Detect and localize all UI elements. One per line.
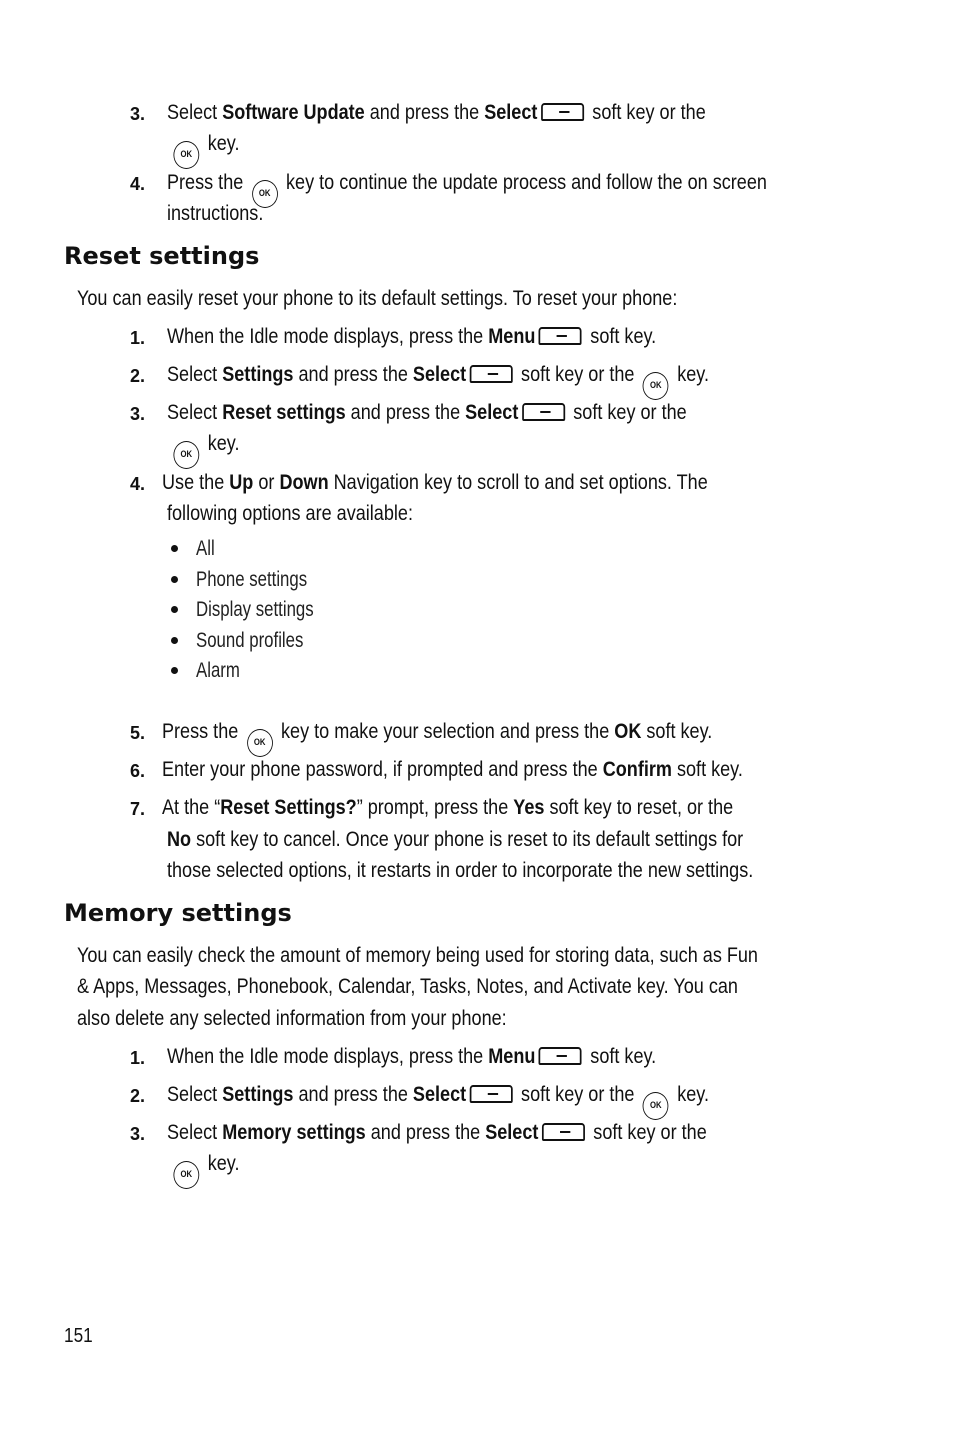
step-number: 7. bbox=[130, 799, 146, 819]
step-number: 6. bbox=[130, 761, 146, 781]
step-text: When the Idle mode displays, press the Menu soft key. bbox=[167, 325, 657, 348]
page-number: 151 bbox=[64, 1325, 93, 1347]
step-number: 1. bbox=[130, 328, 146, 348]
step-text: Select Reset settings and press the Select soft key or the bbox=[167, 401, 687, 424]
ok-key-icon: OK bbox=[173, 441, 199, 469]
step-number: 3. bbox=[130, 104, 146, 124]
step-text: When the Idle mode displays, press the Menu soft key. bbox=[167, 1045, 657, 1068]
section-intro: You can easily reset your phone to its default settings. To reset your phone: bbox=[77, 287, 678, 310]
bullet bbox=[171, 576, 178, 583]
step-number: 3. bbox=[130, 404, 146, 424]
section-intro: You can easily check the amount of memory being used for storing data, such as Fun bbox=[77, 944, 758, 967]
step-number: 2. bbox=[130, 366, 146, 386]
softkey-icon bbox=[539, 327, 582, 345]
step-text-cont: OK key. bbox=[170, 1151, 239, 1189]
section-intro: also delete any selected information from your phone: bbox=[77, 1007, 507, 1030]
step-text: Enter your phone password, if prompted and press the Confirm soft key. bbox=[162, 758, 743, 781]
step-text-cont: No soft key to cancel. Once your phone is reset to its default settings for bbox=[167, 828, 744, 851]
ok-key-icon: OK bbox=[252, 180, 278, 208]
softkey-icon bbox=[522, 403, 565, 421]
softkey-icon bbox=[470, 1085, 513, 1103]
step-number: 2. bbox=[130, 1086, 146, 1106]
step-text: Select Memory settings and press the Select soft key or the bbox=[167, 1121, 707, 1144]
list-item: Sound profiles bbox=[196, 629, 304, 652]
list-item: All bbox=[196, 537, 215, 560]
step-text-cont: OK key. bbox=[170, 431, 239, 469]
list-item: Display settings bbox=[196, 598, 314, 621]
ok-key-icon: OK bbox=[173, 141, 199, 169]
ok-key-icon: OK bbox=[173, 1161, 199, 1189]
list-item: Phone settings bbox=[196, 568, 308, 591]
step-text: At the “Reset Settings?” prompt, press the Yes soft key to reset, or the bbox=[162, 796, 734, 819]
list-item: Alarm bbox=[196, 659, 240, 682]
bullet bbox=[171, 606, 178, 613]
section-heading-reset: Reset settings bbox=[64, 242, 260, 270]
step-text: Select Settings and press the Select soft key or the OK key. bbox=[167, 1082, 709, 1120]
step-number: 1. bbox=[130, 1048, 146, 1068]
step-text: Press the OK key to make your selection and press the OK soft key. bbox=[162, 719, 712, 757]
step-text-cont: instructions. bbox=[167, 202, 264, 225]
step-number: 4. bbox=[130, 174, 146, 194]
step-text-cont: OK key. bbox=[170, 131, 239, 169]
softkey-icon bbox=[541, 103, 584, 121]
ok-key-icon: OK bbox=[643, 1092, 669, 1120]
softkey-icon bbox=[470, 365, 513, 383]
step-text: Select Settings and press the Select soft key or the OK key. bbox=[167, 362, 709, 400]
step-text: Use the Up or Down Navigation key to scroll to and set options. The bbox=[162, 471, 708, 494]
step-text: Press the OK key to continue the update process and follow the on screen bbox=[167, 170, 767, 208]
step-text-cont: those selected options, it restarts in order to incorporate the new settings. bbox=[167, 859, 754, 882]
ok-key-icon: OK bbox=[643, 372, 669, 400]
section-heading-memory: Memory settings bbox=[64, 899, 292, 927]
step-number: 5. bbox=[130, 723, 146, 743]
softkey-icon bbox=[542, 1123, 585, 1141]
bullet bbox=[171, 667, 178, 674]
softkey-icon bbox=[539, 1047, 582, 1065]
bullet bbox=[171, 637, 178, 644]
section-intro: & Apps, Messages, Phonebook, Calendar, Tasks, Notes, and Activate key. You can bbox=[77, 975, 738, 998]
step-number: 4. bbox=[130, 474, 146, 494]
ok-key-icon: OK bbox=[247, 729, 273, 757]
step-text-cont: following options are available: bbox=[167, 502, 413, 525]
bullet bbox=[171, 545, 178, 552]
step-text: Select Software Update and press the Select soft key or the bbox=[167, 101, 706, 124]
step-number: 3. bbox=[130, 1124, 146, 1144]
